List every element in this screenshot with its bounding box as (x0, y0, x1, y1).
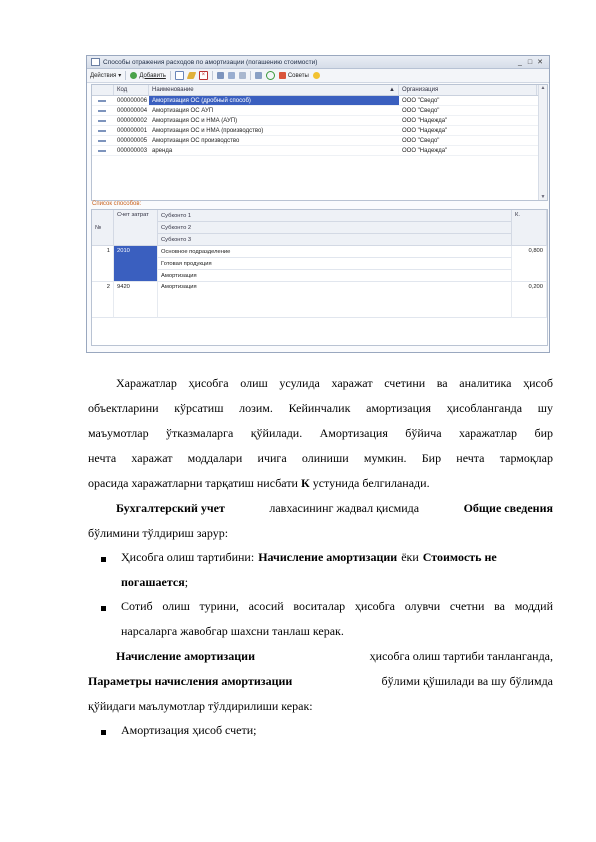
methods-grid (91, 209, 548, 346)
paragraph3-line3: қўйидаги маълумотлар тўлдирилиши керак: (88, 699, 313, 713)
column-header-num[interactable]: № (92, 210, 114, 246)
form-icon (91, 58, 100, 66)
depreciation-ref: Начисление амортизации (116, 649, 255, 663)
paragraph3-line2 (88, 674, 553, 689)
bullet2-line1: Сотиб олиш турини, асосий воситалар ҳисобга олувчи счетни ва моддий (121, 599, 553, 613)
k-column-ref: К (300, 476, 310, 490)
row-org: ООО "Сведо" (402, 137, 440, 144)
column-header-sub1[interactable]: Субконто 1 (158, 210, 512, 222)
row-code: 000000001 (117, 127, 148, 134)
row2-sub1[interactable]: Амортизация (158, 282, 512, 318)
sort-icon: ▲ (389, 87, 395, 93)
bullet3-line1: Амортизация ҳисоб счети; (121, 723, 257, 737)
toolbar (87, 69, 549, 83)
refresh-icon[interactable] (266, 71, 275, 80)
row1-account[interactable]: 2010 (114, 246, 158, 282)
row-type-icon (92, 106, 114, 115)
bullet1-end: ; (184, 575, 189, 589)
paragraph2-line2: бўлимини тўлдириш зарур: (88, 526, 229, 540)
toolbar-divider (250, 71, 251, 80)
maximize-button[interactable]: □ (527, 58, 533, 66)
bullet-icon (101, 606, 106, 611)
paragraph2-mid: лавхасининг жадвал қисмида (269, 501, 420, 515)
bullet1-bold3: погашается (121, 575, 185, 589)
scroll-down-icon[interactable]: ▼ (540, 194, 546, 200)
actions-label: Действия (90, 72, 117, 79)
bullet1-bold2: Стоимость не (422, 550, 497, 564)
row-type-icon (92, 136, 114, 145)
hierarchy-icon[interactable] (239, 72, 246, 79)
row-type-icon (92, 126, 114, 135)
window-title: Способы отражения расходов по амортизации (погашению стоимости) (103, 58, 318, 66)
advice-icon (279, 72, 286, 79)
paragraph1-line2: объектларини кўрсатиш лозим. Кейинчалик амортизация ҳисобланганда шу (88, 401, 553, 415)
vertical-scrollbar[interactable] (538, 85, 547, 200)
row-code: 000000005 (117, 137, 148, 144)
row1-sub3[interactable]: Амортизация (158, 270, 512, 282)
methods-list-table (91, 84, 548, 201)
toolbar-divider (212, 71, 213, 80)
paragraph3-mid: ҳисобга олиш тартиби танланганда, (369, 649, 553, 663)
table-row[interactable] (92, 96, 547, 106)
column-header-name-label: Наименование (152, 87, 194, 93)
bullet1-bold1: Начисление амортизации (258, 550, 398, 564)
toolbar-divider (125, 71, 126, 80)
paragraph1-line5 (88, 476, 430, 491)
column-header-code[interactable]: Код (114, 85, 149, 95)
paragraph1-line5-text: орасида харажатларни тарқатиш нисбати (88, 476, 298, 490)
paragraph1-line4: нечта харажат моддалари ичига олиниши мумкин. Бир нечта тармоқлар (88, 451, 553, 465)
row-name: аренда (152, 147, 173, 154)
chevron-down-icon: ▾ (118, 73, 122, 79)
row1-k[interactable]: 0,800 (512, 246, 547, 282)
accounting-tab-ref: Бухгалтерский учет (116, 501, 225, 515)
row-org: ООО "Надежда" (402, 127, 448, 134)
edit-icon[interactable] (187, 72, 197, 79)
row-type-icon (92, 146, 114, 155)
advice-label: Советы (287, 72, 309, 79)
paragraph1-line3: маъумотлар ўтказмаларга қўйилади. Амортизация бўйича харажатлар бир (88, 426, 553, 440)
actions-menu[interactable] (90, 72, 121, 79)
row-code: 000000004 (117, 107, 148, 114)
column-header-org[interactable]: Организация (399, 85, 537, 95)
table-row[interactable] (92, 146, 547, 156)
row-name: Амортизация ОС производство (152, 137, 240, 144)
row1-sub1[interactable]: Основное подразделение (158, 246, 512, 258)
icon-column-header (92, 85, 114, 95)
row-name: Амортизация ОС и НМА (АУП) (152, 117, 238, 124)
bullet1-mid: ёки (401, 550, 419, 564)
row1-num: 1 (92, 246, 114, 282)
table-body (92, 96, 547, 156)
column-header-k[interactable]: К. (512, 210, 547, 246)
scroll-up-icon[interactable]: ▲ (540, 85, 546, 91)
bullet-icon (101, 730, 106, 735)
paragraph1-line1: Харажатлар ҳисобга олиш усулида харажат счетини ва аналитика ҳисоб (116, 376, 553, 390)
paragraph3-mid2: бўлими қўшилади ва шу бўлимда (381, 674, 553, 688)
row-org: ООО "Надежда" (402, 117, 448, 124)
paragraph1-tail: устунида белгиланади. (312, 476, 430, 490)
row-code: 000000002 (117, 117, 148, 124)
row2-num: 2 (92, 282, 114, 318)
column-header-account[interactable]: Счет затрат (114, 210, 158, 246)
row-org: ООО "Сведо" (402, 107, 440, 114)
help-icon[interactable] (313, 72, 320, 79)
row-org: ООО "Сведо" (402, 97, 440, 104)
table-row[interactable] (92, 106, 547, 116)
toolbar-divider (170, 71, 171, 80)
depreciation-params-ref: Параметры начисления амортизации (88, 674, 293, 688)
table-header (92, 85, 547, 96)
table-row[interactable] (92, 116, 547, 126)
close-button[interactable]: ✕ (537, 59, 543, 66)
row-org: ООО "Надежда" (402, 147, 448, 154)
column-header-sub2[interactable]: Субконто 2 (158, 222, 512, 234)
row2-account[interactable]: 9420 (114, 282, 158, 318)
row2-k[interactable]: 0,200 (512, 282, 547, 318)
row1-sub2[interactable]: Готовая продукция (158, 258, 512, 270)
bullet-icon (101, 557, 106, 562)
add-button[interactable] (130, 72, 166, 79)
row-code: 000000006 (117, 97, 148, 104)
column-header-name[interactable] (149, 85, 399, 95)
delete-icon[interactable]: × (199, 71, 208, 80)
methods-section-label: Список способов: (92, 201, 142, 207)
table-row[interactable] (92, 136, 547, 146)
table-row[interactable] (92, 126, 547, 136)
column-header-sub3[interactable]: Субконто 3 (158, 234, 512, 246)
window-titlebar (87, 56, 549, 69)
paragraph2-line1 (116, 501, 553, 516)
row-type-icon (92, 116, 114, 125)
advice-button[interactable] (279, 72, 309, 79)
filter-icon[interactable] (217, 72, 224, 79)
row-code: 000000003 (117, 147, 148, 154)
bullet1-line1 (121, 550, 553, 565)
filter-clear-icon[interactable] (228, 72, 235, 79)
copy-icon[interactable] (175, 71, 184, 80)
add-icon (130, 72, 137, 79)
general-info-ref: Общие сведения (463, 501, 553, 515)
bullet2-line2: нарсаларга жавобгар шахсни танлаш керак. (121, 624, 344, 638)
minimize-button[interactable]: _ (518, 58, 522, 66)
bullet1-line2 (121, 575, 188, 590)
paragraph3-line1 (116, 649, 553, 664)
row-name: Амортизация ОС АУП (152, 107, 214, 114)
row-name: Амортизация ОС и НМА (производство) (152, 127, 264, 134)
row-type-icon (92, 96, 114, 105)
screenshot-window (86, 55, 550, 353)
row-name: Амортизация ОС (дробный способ) (149, 96, 399, 105)
settings-icon[interactable] (255, 72, 262, 79)
add-label: Добавить (139, 72, 166, 79)
bullet1-pre: Ҳисобга олиш тартибини: (121, 550, 255, 564)
